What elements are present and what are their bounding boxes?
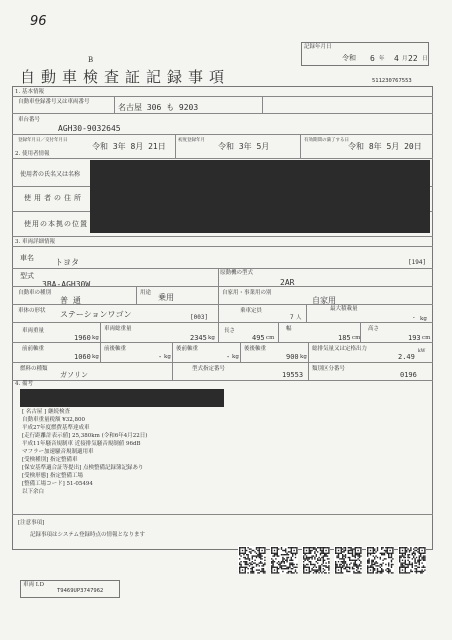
value-first-reg: 令和 3年 8月 21日 xyxy=(92,142,166,151)
value-chassis: AGH30-9032645 xyxy=(58,124,121,133)
value-gross: 2345 xyxy=(190,334,207,342)
label-length: 長さ xyxy=(224,328,236,334)
label-max-load: 最大積載量 xyxy=(330,306,358,312)
value-body: ステーションワゴン xyxy=(60,310,132,319)
value-rear-rear-axle: 900 xyxy=(286,353,299,361)
redacted-user-info xyxy=(90,160,430,233)
label-kind: 自動車の種別 xyxy=(18,290,52,296)
label-displacement: 総排気量又は定格出力 xyxy=(312,346,368,352)
serial-number: 511230767553 xyxy=(372,78,412,84)
remarks-line: [ 名古屋 ] 継続検査 xyxy=(22,409,71,415)
label-expiry: 有効期間の満了する日 xyxy=(304,138,349,143)
value-category-no: 0196 xyxy=(400,371,417,379)
vehicle-id-label: 車両 I.D xyxy=(23,582,45,588)
redacted-remarks xyxy=(20,389,224,407)
notice-title: [注意事項] xyxy=(18,520,45,526)
section-vehicle: 3. 車両詳細情報 xyxy=(15,239,55,245)
label-user-address: 使用者の住所 xyxy=(24,194,84,202)
form-mark: B xyxy=(88,56,94,64)
label-category-no: 類別区分番号 xyxy=(312,366,346,372)
label-gross: 車両総重量 xyxy=(104,326,132,332)
remarks-line: マフラー加速騒音規制適用車 xyxy=(22,449,94,455)
remarks-line: [走行距離計表示値] 25,380km (令和6年4月22日) xyxy=(22,433,148,439)
label-model: 型式 xyxy=(20,272,34,280)
value-engine: 2AR xyxy=(280,278,295,287)
remarks-line: 自動車重量税額 ¥32,800 xyxy=(22,417,85,423)
handwritten-number: 96 xyxy=(30,14,47,29)
label-capacity: 乗車定員 xyxy=(240,308,263,314)
remarks-line: [受検形態] 指定整備工場 xyxy=(22,473,84,479)
value-maker: トヨタ xyxy=(55,258,79,267)
value-purpose: 自家用 xyxy=(312,296,336,305)
label-front-rear-axle: 前後軸重 xyxy=(104,346,127,352)
record-date-box: 記録年月日 令和 6 年 4 月 22 日 xyxy=(301,42,429,66)
value-capacity: 7 xyxy=(290,314,294,321)
label-rear-front-axle: 後前軸重 xyxy=(176,346,199,352)
record-date-era: 令和 xyxy=(342,54,356,62)
section-remarks: 4. 備考 xyxy=(15,381,33,387)
value-length: 495 xyxy=(252,334,265,342)
notice-text: 記録事項はシステム登録時点の情報となります xyxy=(30,532,145,538)
record-date-month: 4 xyxy=(394,54,399,63)
value-displacement: 2.49 xyxy=(398,353,415,361)
label-user-name: 使用者の氏名又は名称 xyxy=(20,171,81,178)
label-purpose: 自家用・事業用の別 xyxy=(222,290,272,296)
label-body: 車体の形状 xyxy=(18,308,46,314)
value-rear-front-axle: - xyxy=(226,353,231,361)
label-weight: 車両重量 xyxy=(22,328,45,334)
value-maker-code: [194] xyxy=(408,259,427,266)
value-reg-no: 名古屋 306 も 9203 xyxy=(118,103,199,112)
label-front-axle: 前前軸重 xyxy=(22,346,45,352)
value-max-load: - xyxy=(412,314,416,321)
remarks-line: 平成27年度燃費基準達成車 xyxy=(22,425,90,431)
value-body-code: [003] xyxy=(190,314,209,321)
remarks-line: [受検種別] 指定整備車 xyxy=(22,457,78,463)
label-first-year: 初度登録年月 xyxy=(178,138,205,143)
label-type-no: 型式指定番号 xyxy=(192,366,226,372)
label-height: 高さ xyxy=(368,326,380,332)
label-maker: 車名 xyxy=(20,254,34,262)
record-date-day: 22 xyxy=(408,54,418,63)
remarks-line: [整備工場コード] 51-05494 xyxy=(22,481,93,487)
value-expiry: 令和 8年 5月 20日 xyxy=(348,142,422,151)
label-engine: 原動機の型式 xyxy=(220,270,254,276)
label-use: 用途 xyxy=(140,290,152,296)
value-weight: 1960 xyxy=(74,334,91,342)
remarks-line: 以下余白 xyxy=(22,489,45,495)
value-type-no: 19553 xyxy=(282,371,304,379)
value-fuel: ガソリン xyxy=(60,371,88,379)
section-basic: 1. 基本情報 xyxy=(15,89,44,95)
record-date-year: 6 xyxy=(370,54,375,63)
label-width: 幅 xyxy=(286,326,292,332)
value-height: 193 xyxy=(408,334,421,342)
label-first-reg: 登録年月日／交付年月日 xyxy=(18,138,68,143)
label-base-location: 使用の本拠の位置 xyxy=(24,220,88,228)
value-first-year: 令和 3年 5月 xyxy=(218,142,270,151)
value-width: 185 xyxy=(338,334,351,342)
remarks-list xyxy=(22,408,147,496)
page-title: 自動車検査証記録事項 xyxy=(20,68,231,86)
vehicle-id-box xyxy=(20,580,120,598)
value-use: 乗用 xyxy=(158,293,174,302)
section-user: 2. 使用者情報 xyxy=(15,151,50,157)
remarks-line: [保安基準適合証等提出] 点検整備記録簿記録あり xyxy=(22,465,144,471)
remarks-line: 平成11年騒音規制車 近接排気騒音規制値 96dB xyxy=(22,441,141,447)
value-model: 3BA-AGH30W xyxy=(42,280,91,289)
label-chassis: 車台番号 xyxy=(18,117,41,123)
vehicle-id-value: T9469UP3747962 xyxy=(57,588,104,594)
label-reg-no: 自動車登録番号又は車両番号 xyxy=(18,99,90,105)
record-date-label: 記録年月日 xyxy=(304,44,332,50)
label-fuel: 燃料の種類 xyxy=(20,366,48,372)
value-front-axle: 1060 xyxy=(74,353,91,361)
value-front-rear-axle: - xyxy=(158,353,163,361)
value-kind: 普 通 xyxy=(60,296,81,305)
qr-code-row xyxy=(238,546,430,576)
label-rear-rear-axle: 後後軸重 xyxy=(244,346,267,352)
